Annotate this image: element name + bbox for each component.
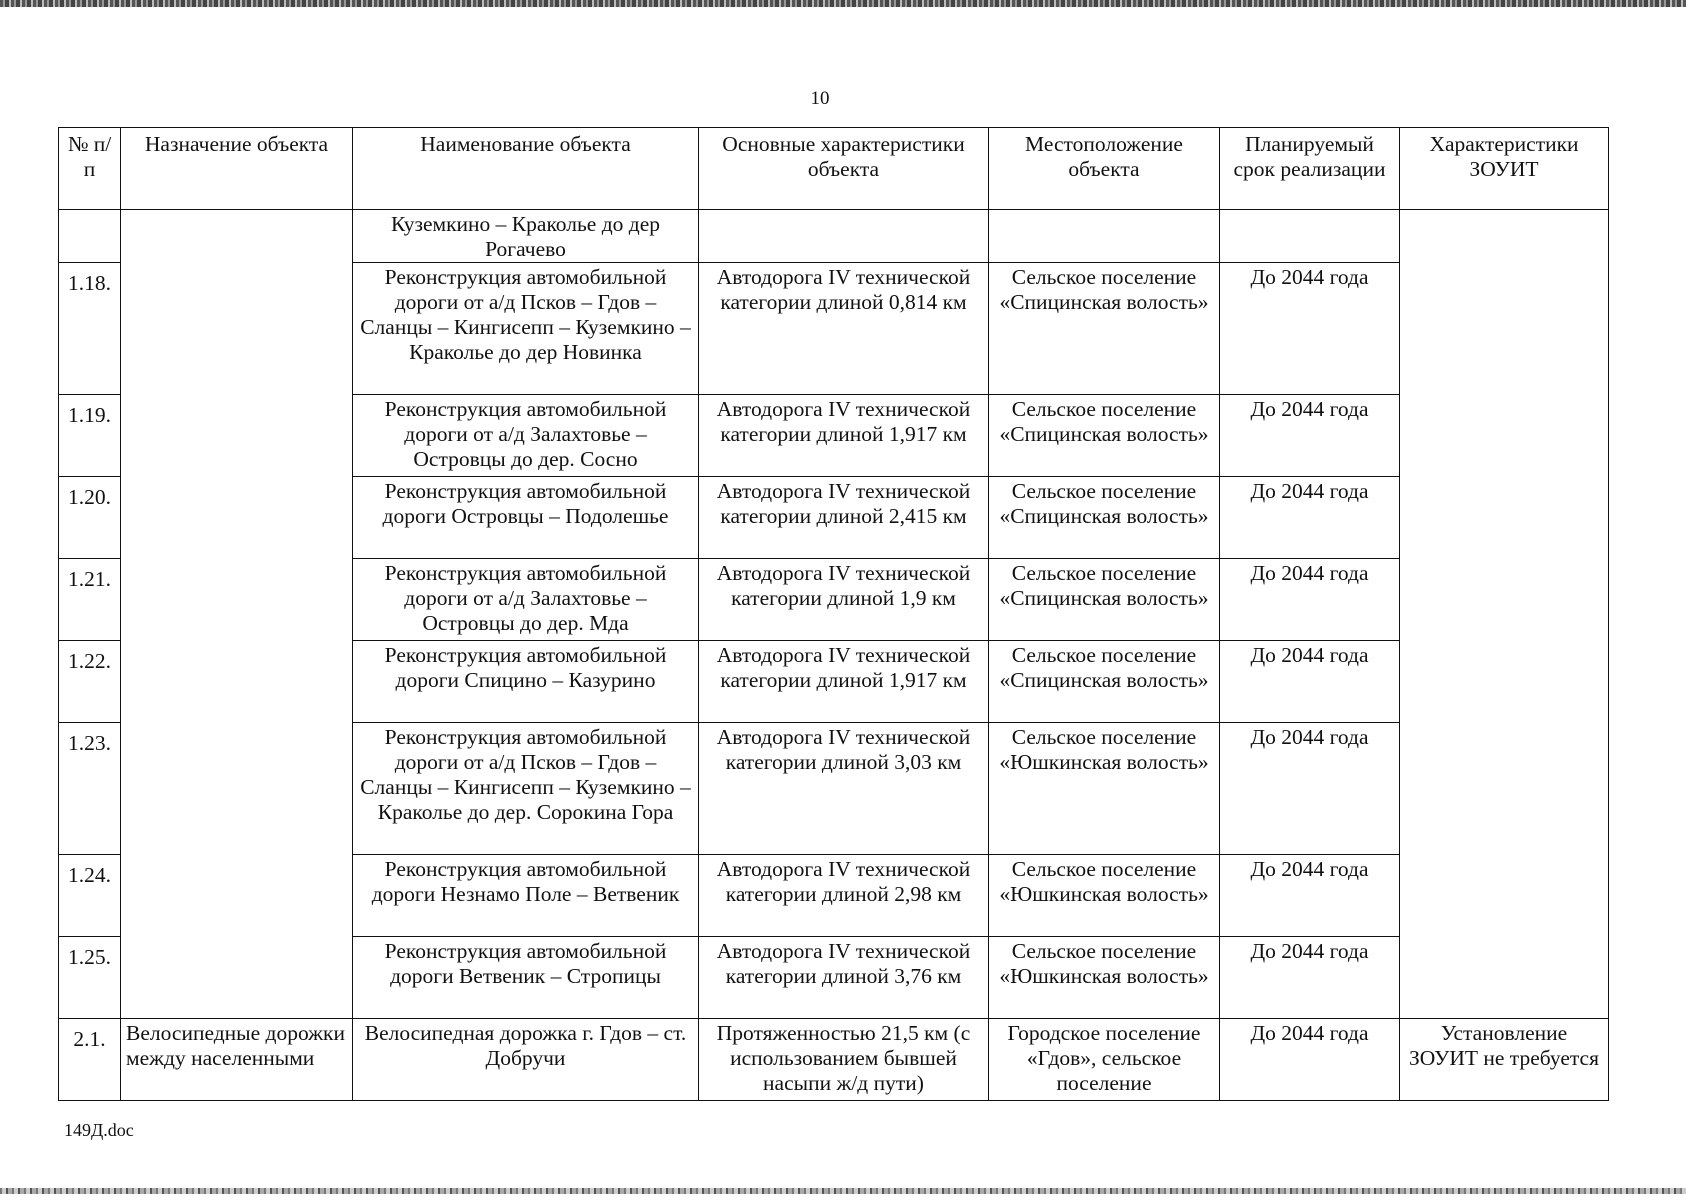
cell-location: Сельское поселение «Спицинская волость» <box>989 477 1220 559</box>
cell-term: До 2044 года <box>1220 641 1400 723</box>
cell-num: 1.20. <box>59 477 121 559</box>
cell-location: Городское поселение «Гдов», сельское поселение <box>989 1019 1220 1101</box>
cell-purpose: Велосипедные дорожки между населенными <box>121 1019 353 1101</box>
cell-characteristics: Автодорога IV технической категории длиной 1,9 км <box>699 559 989 641</box>
header-purpose: Назначение объекта <box>121 128 353 210</box>
cell-term <box>1220 210 1400 263</box>
cell-name: Реконструкция автомобильной дороги Островцы – Подолешье <box>353 477 699 559</box>
cell-name: Реконструкция автомобильной дороги Ветвеник – Стропицы <box>353 937 699 1019</box>
cell-characteristics: Автодорога IV технической категории длиной 1,917 км <box>699 641 989 723</box>
cell-characteristics: Автодорога IV технической категории длиной 1,917 км <box>699 395 989 477</box>
cell-name: Реконструкция автомобильной дороги Спицино – Казурино <box>353 641 699 723</box>
cell-name: Реконструкция автомобильной дороги от а/д Псков – Гдов – Сланцы – Кингисепп – Куземкино – Краколье до дер. Сорокина Гора <box>353 723 699 855</box>
cell-name: Реконструкция автомобильной дороги от а/д Залахтовье – Островцы до дер. Мда <box>353 559 699 641</box>
cell-name: Реконструкция автомобильной дороги Незнамо Поле – Ветвеник <box>353 855 699 937</box>
cell-name: Велосипедная дорожка г. Гдов – ст. Добручи <box>353 1019 699 1101</box>
cell-purpose-merged <box>121 210 353 1019</box>
header-zouit: Характеристики ЗОУИТ <box>1400 128 1609 210</box>
cell-location: Сельское поселение «Спицинская волость» <box>989 395 1220 477</box>
cell-num: 1.19. <box>59 395 121 477</box>
cell-location: Сельское поселение «Спицинская волость» <box>989 641 1220 723</box>
header-term: Планируемый срок реализации <box>1220 128 1400 210</box>
cell-name: Реконструкция автомобильной дороги от а/д Залахтовье – Островцы до дер. Сосно <box>353 395 699 477</box>
table-row-continuation <box>59 210 1609 263</box>
header-characteristics: Основные характеристики объекта <box>699 128 989 210</box>
cell-name: Реконструкция автомобильной дороги от а/д Псков – Гдов – Сланцы – Кингисепп – Куземкино – Краколье до дер Новинка <box>353 263 699 395</box>
cell-num: 1.25. <box>59 937 121 1019</box>
header-name: Наименование объекта <box>353 128 699 210</box>
cell-location: Сельское поселение «Юшкинская волость» <box>989 855 1220 937</box>
cell-num: 2.1. <box>59 1019 121 1101</box>
cell-zouit: Установление ЗОУИТ не требуется <box>1400 1019 1609 1101</box>
cell-characteristics: Автодорога IV технической категории длиной 0,814 км <box>699 263 989 395</box>
table-row-bike <box>59 1019 1609 1101</box>
cell-location: Сельское поселение «Юшкинская волость» <box>989 723 1220 855</box>
cell-characteristics: Протяженностью 21,5 км (с использованием бывшей насыпи ж/д пути) <box>699 1019 989 1101</box>
cell-term: До 2044 года <box>1220 477 1400 559</box>
cell-location <box>989 210 1220 263</box>
cell-term: До 2044 года <box>1220 395 1400 477</box>
page-number: 10 <box>810 88 830 109</box>
scan-edge-top <box>0 0 1686 7</box>
cell-num <box>59 210 121 263</box>
footer-filename: 149Д.doc <box>64 1120 134 1140</box>
objects-table <box>58 127 1609 1101</box>
cell-term: До 2044 года <box>1220 1019 1400 1101</box>
cell-characteristics: Автодорога IV технической категории длиной 3,76 км <box>699 937 989 1019</box>
header-location: Местоположение объекта <box>989 128 1220 210</box>
cell-location: Сельское поселение «Спицинская волость» <box>989 263 1220 395</box>
cell-term: До 2044 года <box>1220 723 1400 855</box>
table-header-row <box>59 128 1609 210</box>
cell-characteristics: Автодорога IV технической категории длиной 2,98 км <box>699 855 989 937</box>
cell-zouit-merged <box>1400 210 1609 1019</box>
cell-location: Сельское поселение «Спицинская волость» <box>989 559 1220 641</box>
cell-num: 1.23. <box>59 723 121 855</box>
cell-num: 1.18. <box>59 263 121 395</box>
cell-location: Сельское поселение «Юшкинская волость» <box>989 937 1220 1019</box>
header-num: № п/п <box>59 128 121 210</box>
cell-term: До 2044 года <box>1220 559 1400 641</box>
cell-characteristics: Автодорога IV технической категории длиной 3,03 км <box>699 723 989 855</box>
cell-name: Куземкино – Краколье до дер Рогачево <box>353 210 699 263</box>
cell-num: 1.24. <box>59 855 121 937</box>
cell-characteristics: Автодорога IV технической категории длиной 2,415 км <box>699 477 989 559</box>
cell-num: 1.21. <box>59 559 121 641</box>
cell-num: 1.22. <box>59 641 121 723</box>
cell-term: До 2044 года <box>1220 855 1400 937</box>
cell-term: До 2044 года <box>1220 937 1400 1019</box>
cell-term: До 2044 года <box>1220 263 1400 395</box>
scan-edge-bottom <box>0 1188 1686 1194</box>
cell-characteristics <box>699 210 989 263</box>
